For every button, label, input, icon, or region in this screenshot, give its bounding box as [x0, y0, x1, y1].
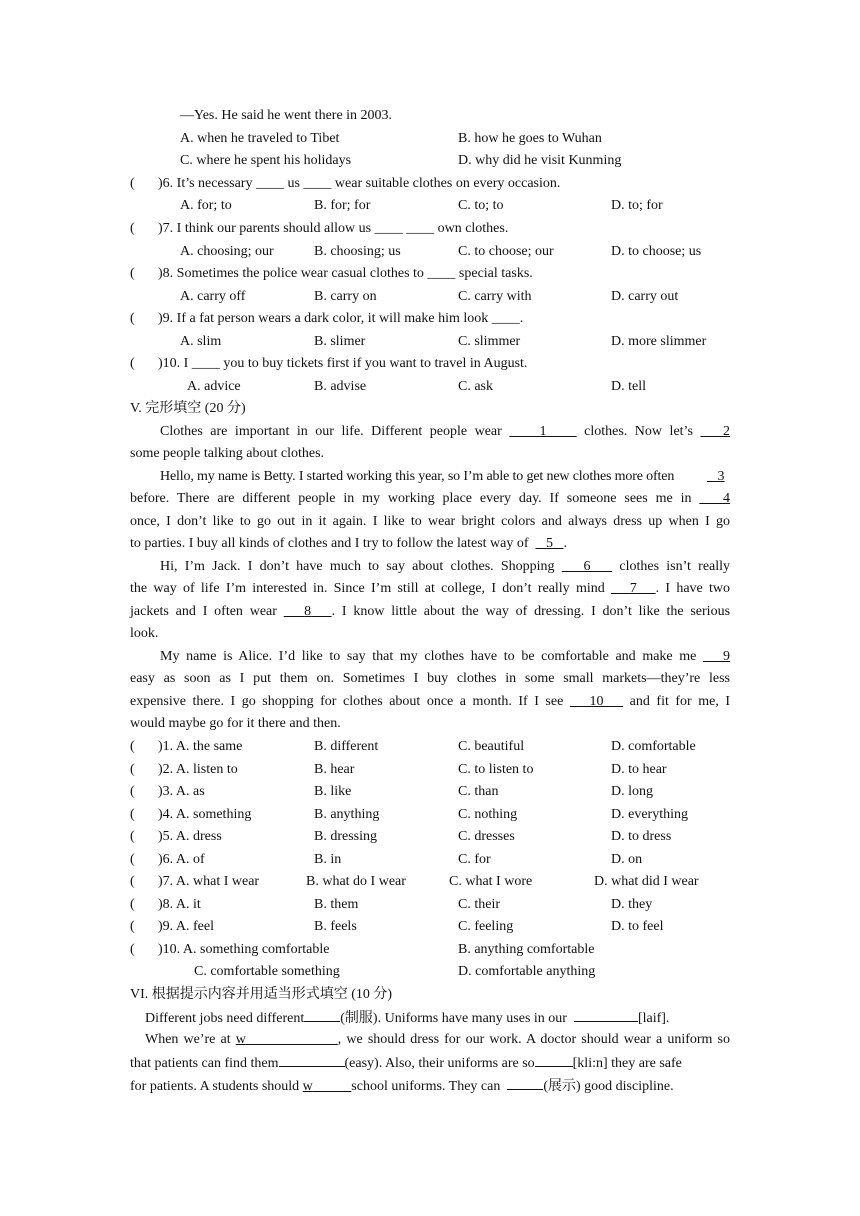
option[interactable]: B. in — [314, 852, 342, 867]
option[interactable]: B. different — [314, 739, 379, 754]
answer-paren[interactable]: ( — [130, 829, 135, 844]
option[interactable]: C. for — [458, 852, 491, 867]
answer-paren[interactable]: ( — [130, 919, 135, 934]
question-stem: )10. I ____ you to buy tickets first if you want to travel in August. — [158, 356, 528, 371]
option[interactable]: C. dresses — [458, 829, 515, 844]
passage-line: easy as soon as I put them on. Sometimes I buy clothes in some small markets—they’re less — [130, 671, 730, 686]
answer-paren[interactable]: ( — [130, 852, 135, 867]
blank-1[interactable]: 1 — [539, 424, 547, 439]
option[interactable]: D. to; for — [611, 198, 663, 213]
blank-easy[interactable] — [279, 1051, 345, 1067]
option[interactable]: A. carry off — [180, 289, 246, 304]
question-stem[interactable]: )8. A. it — [158, 897, 201, 912]
blank-w-work[interactable]: w — [235, 1032, 246, 1047]
cloze-question — [0, 939, 860, 961]
mc-options-7 — [0, 241, 860, 263]
q5-options-row2 — [0, 150, 860, 172]
option[interactable]: D. on — [611, 852, 643, 867]
answer-paren[interactable]: ( — [130, 874, 135, 889]
option[interactable]: C. where he spent his holidays — [180, 153, 352, 168]
question-stem: )7. I think our parents should allow us ____ ____ own clothes. — [158, 221, 509, 236]
mc-question-8 — [0, 263, 860, 285]
answer-paren[interactable]: ( — [130, 311, 135, 326]
option[interactable]: B. anything comfortable — [458, 942, 595, 957]
option[interactable]: D. comfortable anything — [458, 964, 596, 979]
section-v-heading: V. 完形填空 (20 分) — [130, 401, 246, 416]
option[interactable]: D. to choose; us — [611, 244, 702, 259]
blank-4[interactable]: 4 — [723, 491, 731, 506]
option[interactable]: D. more slimmer — [611, 334, 707, 349]
option[interactable]: D. what did I wear — [594, 874, 699, 889]
fill-line: When we’re at w , we should dress for our work. A doctor should wear a uniform so — [145, 1032, 731, 1047]
question-stem[interactable]: )6. A. of — [158, 852, 205, 867]
blank-2[interactable]: 2 — [723, 424, 731, 439]
option[interactable]: C. to; to — [458, 198, 504, 213]
option[interactable]: B. what do I wear — [306, 874, 406, 889]
blank-7[interactable]: 7 — [629, 581, 637, 596]
passage-line: look. — [130, 626, 159, 641]
question-stem: )8. Sometimes the police wear casual clothes to ____ special tasks. — [158, 266, 533, 281]
blank-kli-n[interactable] — [535, 1051, 573, 1067]
option[interactable]: C. nothing — [458, 807, 518, 822]
option[interactable]: A. choosing; our — [180, 244, 274, 259]
option[interactable]: B. hear — [314, 762, 355, 777]
question-stem[interactable]: )4. A. something — [158, 807, 252, 822]
option[interactable]: C. than — [458, 784, 499, 799]
option[interactable]: D. to dress — [611, 829, 672, 844]
blank-uniform[interactable] — [304, 1006, 340, 1022]
passage-line: Hi, I’m Jack. I don’t have much to say about clothes. Shopping 6 clothes isn’t really — [160, 559, 731, 574]
question-stem[interactable]: )9. A. feel — [158, 919, 214, 934]
question-stem[interactable]: )3. A. as — [158, 784, 205, 799]
fill-line: that patients can find them (easy). Also, their uniforms are so [kli:n] they are safe — [0, 1051, 860, 1073]
mc-options-6 — [0, 195, 860, 217]
question-stem[interactable]: )10. A. something comfortable — [158, 942, 330, 957]
blank-8[interactable]: 8 — [304, 604, 312, 619]
option[interactable]: C. slimmer — [458, 334, 521, 349]
option[interactable]: D. to feel — [611, 919, 664, 934]
mc-question-6 — [0, 173, 860, 195]
option[interactable]: B. slimer — [314, 334, 366, 349]
option[interactable]: D. why did he visit Kunming — [458, 153, 622, 168]
cloze-question — [0, 804, 860, 826]
passage-line: Hello, my name is Betty. I started working this year, so I’m able to get new clothes more often 3 — [0, 466, 860, 488]
question-stem[interactable]: )2. A. listen to — [158, 762, 238, 777]
answer-paren[interactable]: ( — [130, 897, 135, 912]
answer-paren[interactable]: ( — [130, 221, 135, 236]
option[interactable]: D. long — [611, 784, 653, 799]
option[interactable]: B. them — [314, 897, 359, 912]
answer-paren[interactable]: ( — [130, 807, 135, 822]
option[interactable]: D. carry out — [611, 289, 679, 304]
option[interactable]: C. ask — [458, 379, 493, 394]
question-stem[interactable]: )5. A. dress — [158, 829, 222, 844]
passage-line: once, I don’t like to go out in it again. I like to wear bright colors and always dress up when I go — [130, 514, 730, 529]
mc-question-7 — [0, 218, 860, 240]
option[interactable]: C. comfortable something — [194, 964, 340, 979]
option[interactable]: C. what I wore — [449, 874, 533, 889]
option[interactable]: C. carry with — [458, 289, 532, 304]
blank-3[interactable]: 3 — [717, 469, 725, 484]
option[interactable]: C. beautiful — [458, 739, 525, 754]
option[interactable]: D. comfortable — [611, 739, 696, 754]
option[interactable]: A. slim — [180, 334, 222, 349]
option[interactable]: D. tell — [611, 379, 646, 394]
passage-line: to parties. I buy all kinds of clothes and I try to follow the latest way of 5 . — [130, 536, 568, 551]
blank-show[interactable] — [507, 1074, 543, 1090]
option[interactable]: C. to listen to — [458, 762, 534, 777]
mc-question-10 — [0, 353, 860, 375]
cloze-question — [0, 736, 860, 758]
question-stem[interactable]: )7. A. what I wear — [158, 874, 260, 889]
option[interactable]: B. how he goes to Wuhan — [458, 131, 602, 146]
mc-options-10 — [0, 376, 860, 398]
passage-line: My name is Alice. I’d like to say that my clothes have to be comfortable and make me 9 — [160, 649, 731, 664]
cloze-question — [0, 781, 860, 803]
option[interactable]: D. everything — [611, 807, 688, 822]
blank-9[interactable]: 9 — [723, 649, 731, 664]
option[interactable]: B. anything — [314, 807, 380, 822]
answer-paren[interactable]: ( — [130, 176, 135, 191]
option[interactable]: D. they — [611, 897, 653, 912]
passage-line: Clothes are important in our life. Different people wear 1 clothes. Now let’s 2 — [160, 424, 731, 439]
passage-line: some people talking about clothes. — [130, 446, 325, 461]
answer-paren[interactable]: ( — [130, 784, 135, 799]
option[interactable]: C. feeling — [458, 919, 514, 934]
question-stem[interactable]: )1. A. the same — [158, 739, 243, 754]
blank-6[interactable]: 6 — [583, 559, 591, 574]
option[interactable]: C. their — [458, 897, 500, 912]
q5-options-row1 — [0, 128, 860, 150]
passage-line: before. There are different people in my working place every day. If someone sees me in 4 — [130, 491, 731, 506]
cloze-question — [0, 759, 860, 781]
blank-5[interactable]: 5 — [546, 536, 554, 551]
fill-line: Different jobs need different (制服). Uniforms have many uses in our [laif]. — [0, 1006, 860, 1028]
cloze-options-row2 — [0, 961, 860, 983]
option[interactable]: A. when he traveled to Tibet — [180, 131, 340, 146]
passage-line: the way of life I’m interested in. Since I’m still at college, I don’t really mind 7 . I have two — [130, 581, 731, 596]
answer-paren[interactable]: ( — [130, 762, 135, 777]
cloze-question — [0, 849, 860, 871]
option[interactable]: A. for; to — [180, 198, 232, 213]
answer-paren[interactable]: ( — [130, 739, 135, 754]
option[interactable]: B. dressing — [314, 829, 377, 844]
answer-paren[interactable]: ( — [130, 266, 135, 281]
answer-paren[interactable]: ( — [130, 356, 135, 371]
passage-line: would maybe go for it there and then. — [130, 716, 341, 731]
question-stem: )9. If a fat person wears a dark color, it will make him look ____. — [158, 311, 524, 326]
answer-paren[interactable]: ( — [130, 942, 135, 957]
section-vi-heading: VI. 根据提示内容并用适当形式填空 (10 分) — [130, 987, 393, 1002]
passage-line: expensive there. I go shopping for clothes about once a month. If I see 10 and fit for me, I — [130, 694, 731, 709]
option[interactable]: A. advice — [187, 379, 241, 394]
cloze-question — [0, 826, 860, 848]
mc-options-8 — [0, 286, 860, 308]
mc-options-9 — [0, 331, 860, 353]
option[interactable]: B. for; for — [314, 198, 371, 213]
option[interactable]: B. advise — [314, 379, 367, 394]
blank-laif[interactable] — [574, 1006, 638, 1022]
question-stem: )6. It’s necessary ____ us ____ wear suitable clothes on every occasion. — [158, 176, 561, 191]
option[interactable]: B. feels — [314, 919, 357, 934]
passage-line: jackets and I often wear 8 . I know little about the way of dressing. I don’t like the serious — [130, 604, 731, 619]
option[interactable]: D. to hear — [611, 762, 667, 777]
cloze-question — [0, 894, 860, 916]
blank-w-wear[interactable]: w — [302, 1079, 313, 1094]
cloze-question — [0, 916, 860, 938]
fill-line: for patients. A students should w school uniforms. They can (展示) good discipline. — [0, 1074, 860, 1096]
option[interactable]: C. to choose; our — [458, 244, 554, 259]
mc-question-9 — [0, 308, 860, 330]
cloze-question — [0, 871, 860, 893]
answer-line: —Yes. He said he went there in 2003. — [180, 108, 393, 123]
option[interactable]: B. choosing; us — [314, 244, 401, 259]
option[interactable]: B. carry on — [314, 289, 377, 304]
blank-10[interactable]: 10 — [589, 694, 604, 709]
option[interactable]: B. like — [314, 784, 352, 799]
